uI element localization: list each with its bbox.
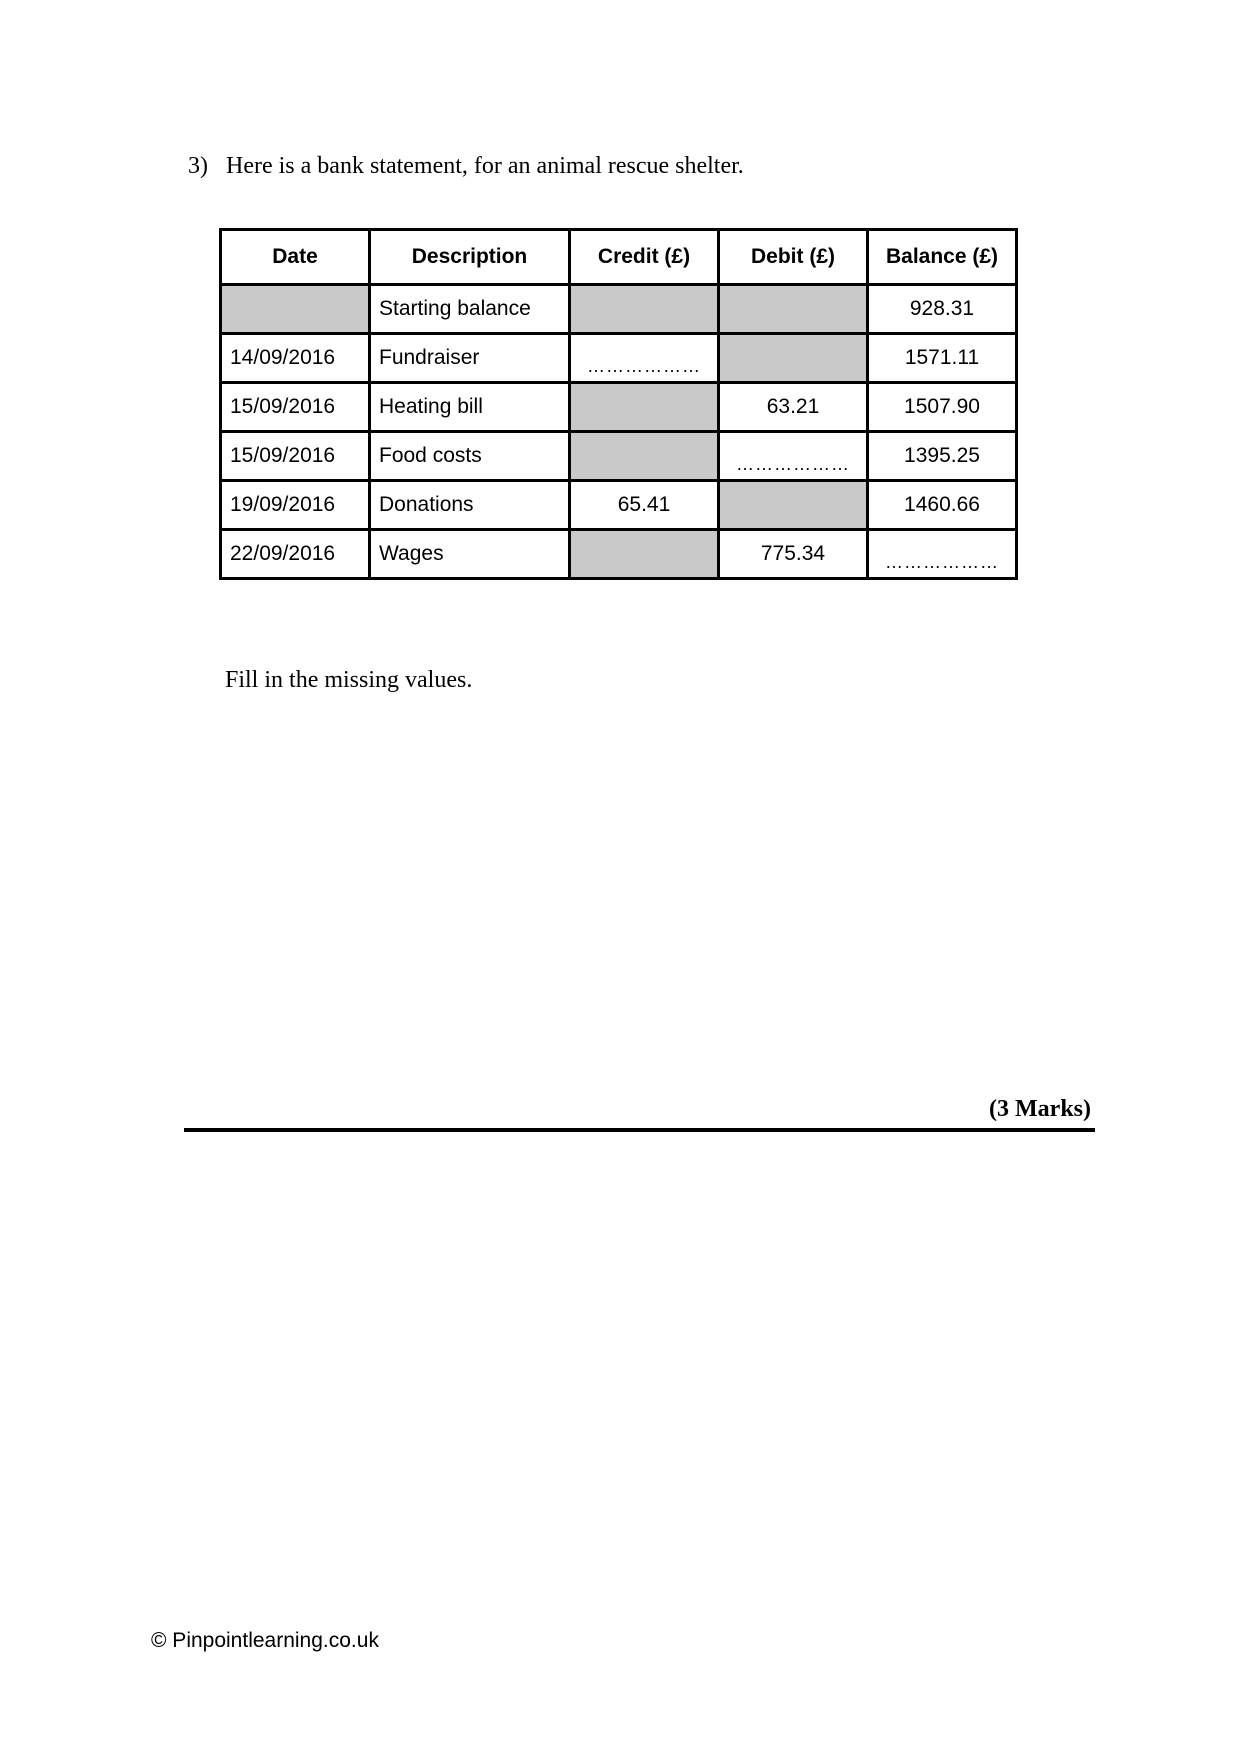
credit-cell — [570, 530, 719, 579]
table-row — [221, 334, 1017, 383]
debit-cell — [719, 334, 868, 383]
balance-cell: 1395.25 — [868, 432, 1017, 481]
table-header-row — [221, 230, 1017, 285]
header-credit: Credit (£) — [570, 230, 719, 285]
date-cell: 22/09/2016 — [221, 530, 370, 579]
description-cell: Heating bill — [370, 383, 570, 432]
credit-cell — [570, 432, 719, 481]
balance-cell: 1507.90 — [868, 383, 1017, 432]
table-row — [221, 383, 1017, 432]
balance-cell: 1571.11 — [868, 334, 1017, 383]
balance-cell: 1460.66 — [868, 481, 1017, 530]
date-cell — [221, 285, 370, 334]
credit-answer-blank[interactable]: ……………… — [570, 334, 719, 383]
header-debit: Debit (£) — [719, 230, 868, 285]
question-prompt: Here is a bank statement, for an animal rescue shelter. — [226, 153, 744, 179]
header-description: Description — [370, 230, 570, 285]
table-row — [221, 481, 1017, 530]
debit-cell — [719, 285, 868, 334]
debit-answer-blank[interactable]: ……………… — [719, 432, 868, 481]
balance-answer-blank[interactable]: ……………… — [868, 530, 1017, 579]
description-cell: Wages — [370, 530, 570, 579]
bank-statement-table — [219, 228, 1018, 580]
section-divider — [184, 1128, 1095, 1132]
debit-cell: 775.34 — [719, 530, 868, 579]
marks-label: (3 Marks) — [989, 1096, 1091, 1122]
description-cell: Starting balance — [370, 285, 570, 334]
credit-cell: 65.41 — [570, 481, 719, 530]
description-cell: Fundraiser — [370, 334, 570, 383]
table-row — [221, 432, 1017, 481]
date-cell: 14/09/2016 — [221, 334, 370, 383]
table-row — [221, 285, 1017, 334]
debit-cell — [719, 481, 868, 530]
copyright-footer: © Pinpointlearning.co.uk — [151, 1629, 379, 1652]
instruction-text: Fill in the missing values. — [225, 667, 473, 693]
question-number: 3) — [188, 153, 208, 179]
credit-cell — [570, 285, 719, 334]
description-cell: Food costs — [370, 432, 570, 481]
question-text — [188, 150, 744, 182]
credit-cell — [570, 383, 719, 432]
header-date: Date — [221, 230, 370, 285]
date-cell: 15/09/2016 — [221, 432, 370, 481]
debit-cell: 63.21 — [719, 383, 868, 432]
description-cell: Donations — [370, 481, 570, 530]
header-balance: Balance (£) — [868, 230, 1017, 285]
balance-cell: 928.31 — [868, 285, 1017, 334]
date-cell: 19/09/2016 — [221, 481, 370, 530]
date-cell: 15/09/2016 — [221, 383, 370, 432]
table-row — [221, 530, 1017, 579]
